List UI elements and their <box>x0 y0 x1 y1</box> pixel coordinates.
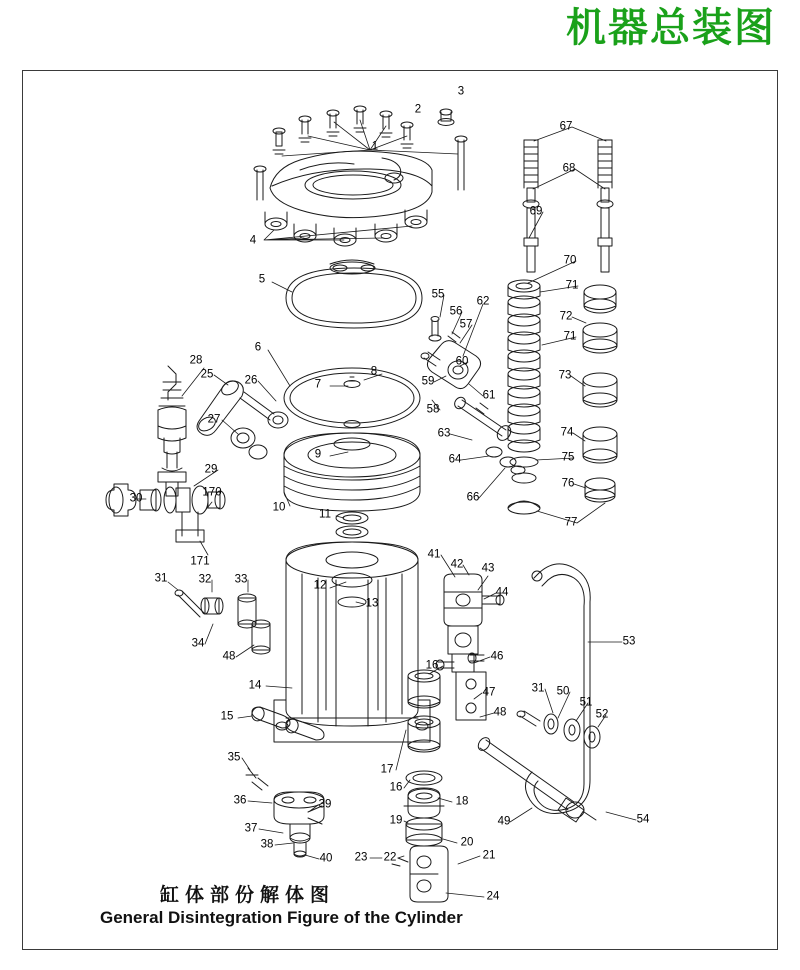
callout-number-27: 27 <box>207 413 221 426</box>
callout-number-59: 59 <box>421 375 435 388</box>
callout-number-57: 57 <box>459 318 473 331</box>
callout-number-53: 53 <box>622 635 636 648</box>
callout-number-19: 19 <box>389 814 403 827</box>
callout-number-9: 9 <box>314 448 322 461</box>
callout-number-55: 55 <box>431 288 445 301</box>
callout-number-44: 44 <box>495 586 509 599</box>
callout-number-5: 5 <box>258 273 266 286</box>
callout-number-71: 71 <box>563 330 577 343</box>
callout-number-15: 15 <box>220 710 234 723</box>
callout-number-31: 31 <box>154 572 168 585</box>
callout-number-25: 25 <box>200 368 214 381</box>
callout-number-13: 13 <box>365 597 379 610</box>
callout-number-32: 32 <box>198 573 212 586</box>
callout-number-33: 33 <box>234 573 248 586</box>
callout-number-18: 18 <box>455 795 469 808</box>
callout-number-61: 61 <box>482 389 496 402</box>
callout-number-6: 6 <box>254 341 262 354</box>
callout-number-1: 1 <box>371 140 379 153</box>
callout-number-3: 3 <box>457 85 465 98</box>
callout-number-4: 4 <box>249 234 257 247</box>
callout-number-16: 16 <box>389 781 403 794</box>
callout-number-54: 54 <box>636 813 650 826</box>
callout-number-14: 14 <box>248 679 262 692</box>
callout-number-11: 11 <box>319 508 331 521</box>
callout-number-7: 7 <box>314 378 322 391</box>
callout-number-48: 48 <box>493 706 507 719</box>
callout-number-23: 23 <box>354 851 368 864</box>
callout-number-16: 16 <box>425 659 439 672</box>
callout-number-41: 41 <box>427 548 441 561</box>
callout-number-75: 75 <box>561 451 575 464</box>
callout-number-72: 72 <box>559 310 573 323</box>
callout-number-64: 64 <box>448 453 462 466</box>
callout-number-63: 63 <box>437 427 451 440</box>
callout-number-56: 56 <box>449 305 463 318</box>
callout-number-69: 69 <box>529 205 543 218</box>
callout-number-17: 17 <box>380 763 394 776</box>
callout-number-74: 74 <box>560 426 574 439</box>
callout-number-76: 76 <box>561 477 575 490</box>
callout-number-26: 26 <box>244 374 258 387</box>
callout-number-46: 46 <box>490 650 504 663</box>
callout-number-50: 50 <box>556 685 570 698</box>
callout-number-37: 37 <box>244 822 258 835</box>
callout-number-22: 22 <box>383 851 397 864</box>
callout-number-2: 2 <box>414 103 422 116</box>
callout-number-48: 48 <box>222 650 236 663</box>
callout-number-73: 73 <box>558 369 572 382</box>
callout-number-35: 35 <box>227 751 241 764</box>
callout-number-58: 58 <box>426 403 440 416</box>
callout-number-28: 28 <box>189 354 203 367</box>
callout-number-40: 40 <box>319 852 333 865</box>
callout-number-62: 62 <box>476 295 490 308</box>
page-title: 机器总装图 <box>566 5 776 51</box>
callout-number-66: 66 <box>466 491 480 504</box>
callout-number-170: 170 <box>202 486 222 499</box>
callout-number-42: 42 <box>450 558 464 571</box>
callout-number-39: 39 <box>318 798 332 811</box>
callout-number-171: 171 <box>190 555 210 568</box>
callout-number-31: 31 <box>531 682 545 695</box>
caption-english: General Disintegration Figure of the Cylinder <box>100 908 463 927</box>
callout-number-60: 60 <box>455 355 469 368</box>
callout-number-49: 49 <box>497 815 511 828</box>
callout-number-43: 43 <box>481 562 495 575</box>
callout-number-70: 70 <box>563 254 577 267</box>
callout-number-52: 52 <box>595 708 609 721</box>
callout-number-38: 38 <box>260 838 274 851</box>
callout-number-21: 21 <box>482 849 496 862</box>
callout-number-68: 68 <box>562 162 576 175</box>
callout-number-20: 20 <box>460 836 474 849</box>
callout-number-51: 51 <box>579 696 593 709</box>
callout-number-29: 29 <box>204 463 218 476</box>
callout-number-67: 67 <box>559 120 573 133</box>
callout-number-10: 10 <box>272 501 286 514</box>
callout-number-12: 12 <box>313 579 327 592</box>
callout-number-77: 77 <box>564 516 578 529</box>
callout-number-24: 24 <box>486 890 500 903</box>
callout-number-34: 34 <box>191 637 205 650</box>
caption-chinese: 缸体部份解体图 <box>160 884 336 906</box>
callout-number-47: 47 <box>482 686 496 699</box>
callout-number-8: 8 <box>370 365 378 378</box>
callout-number-71: 71 <box>565 279 579 292</box>
callout-number-36: 36 <box>233 794 247 807</box>
callout-number-30: 30 <box>129 492 143 505</box>
